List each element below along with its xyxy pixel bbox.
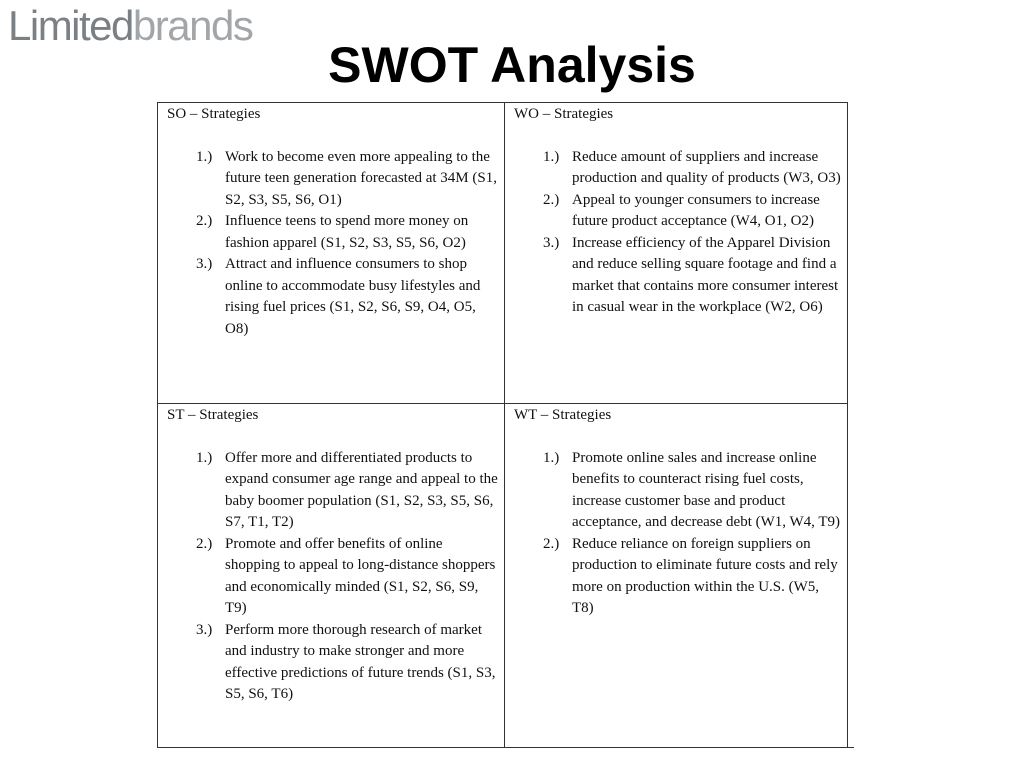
item-number: 1.) <box>543 449 560 466</box>
item-number: 1.) <box>196 148 213 165</box>
item-text: Attract and influence consumers to shop online to accommodate busy lifestyles and rising fuel prices (S1, S2, S6, S9, O4, O5, O8) <box>225 256 481 337</box>
list-item <box>505 190 847 233</box>
list-item <box>158 534 504 620</box>
item-text: Perform more thorough research of market and industry to make stronger and more effective predictions of future trends (S1, S3, S5, S6, T6) <box>225 621 496 702</box>
quadrant-heading: ST – Strategies <box>167 407 259 423</box>
table-row <box>158 404 848 748</box>
item-number: 3.) <box>196 256 213 272</box>
logo-text-brands: brands <box>132 2 253 49</box>
item-text: Increase efficiency of the Apparel Division and reduce selling square footage and find a market that contains more consumer interest in casual wear in the workplace (W2, O6) <box>572 234 839 315</box>
st-strategies-cell <box>158 404 505 748</box>
list-item <box>505 534 847 620</box>
logo-text-limited: Limited <box>8 2 133 49</box>
item-number: 2.) <box>543 191 560 208</box>
strategy-list <box>158 147 504 341</box>
item-text: Reduce reliance on foreign suppliers on production to eliminate future costs and rely more on production within the U.S. (W5, T8) <box>572 535 838 616</box>
item-text: Promote online sales and increase online benefits to counteract rising fuel costs, increase customer base and product acceptance, and decrease debt (W1, W4, T9) <box>572 449 841 530</box>
item-text: Reduce amount of suppliers and increase production and quality of products (W3, O3) <box>572 148 841 186</box>
list-item <box>505 233 847 319</box>
item-text: Influence teens to spend more money on fashion apparel (S1, S2, S3, S5, S6, O2) <box>225 213 469 251</box>
slide-title: SWOT Analysis <box>328 37 696 93</box>
strategy-list <box>505 147 847 319</box>
strategy-list <box>505 448 847 620</box>
item-text: Work to become even more appealing to the future teen generation forecasted at 34M (S1, S2, S3, S5, S6, O1) <box>225 148 497 208</box>
list-item <box>158 448 504 534</box>
item-text: Appeal to younger consumers to increase future product acceptance (W4, O1, O2) <box>572 191 820 229</box>
item-number: 1.) <box>196 449 213 466</box>
quadrant-heading: SO – Strategies <box>167 106 261 122</box>
wo-strategies-cell <box>505 103 848 404</box>
list-item <box>158 254 504 340</box>
table-corner-mark <box>848 747 854 748</box>
table-row <box>158 103 848 404</box>
so-strategies-cell <box>158 103 505 404</box>
list-item <box>158 620 504 706</box>
quadrant-heading: WO – Strategies <box>514 106 614 122</box>
list-item <box>505 147 847 190</box>
wt-strategies-cell <box>505 404 848 748</box>
item-text: Promote and offer benefits of online shopping to appeal to long-distance shoppers and economically minded (S1, S2, S6, S9, T9) <box>225 535 496 616</box>
list-item <box>158 211 504 254</box>
item-text: Offer more and differentiated products to expand consumer age range and appeal to the baby boomer population (S1, S2, S3, S5, S6, S7, T1, T2) <box>225 449 498 530</box>
item-number: 2.) <box>543 535 560 552</box>
item-number: 1.) <box>543 148 560 165</box>
quadrant-heading: WT – Strategies <box>514 407 612 423</box>
list-item <box>158 147 504 212</box>
item-number: 3.) <box>543 234 560 251</box>
item-number: 2.) <box>196 213 213 229</box>
strategy-list <box>158 448 504 706</box>
swot-strategies-table <box>157 102 848 748</box>
list-item <box>505 448 847 534</box>
item-number: 2.) <box>196 535 213 552</box>
item-number: 3.) <box>196 621 213 638</box>
